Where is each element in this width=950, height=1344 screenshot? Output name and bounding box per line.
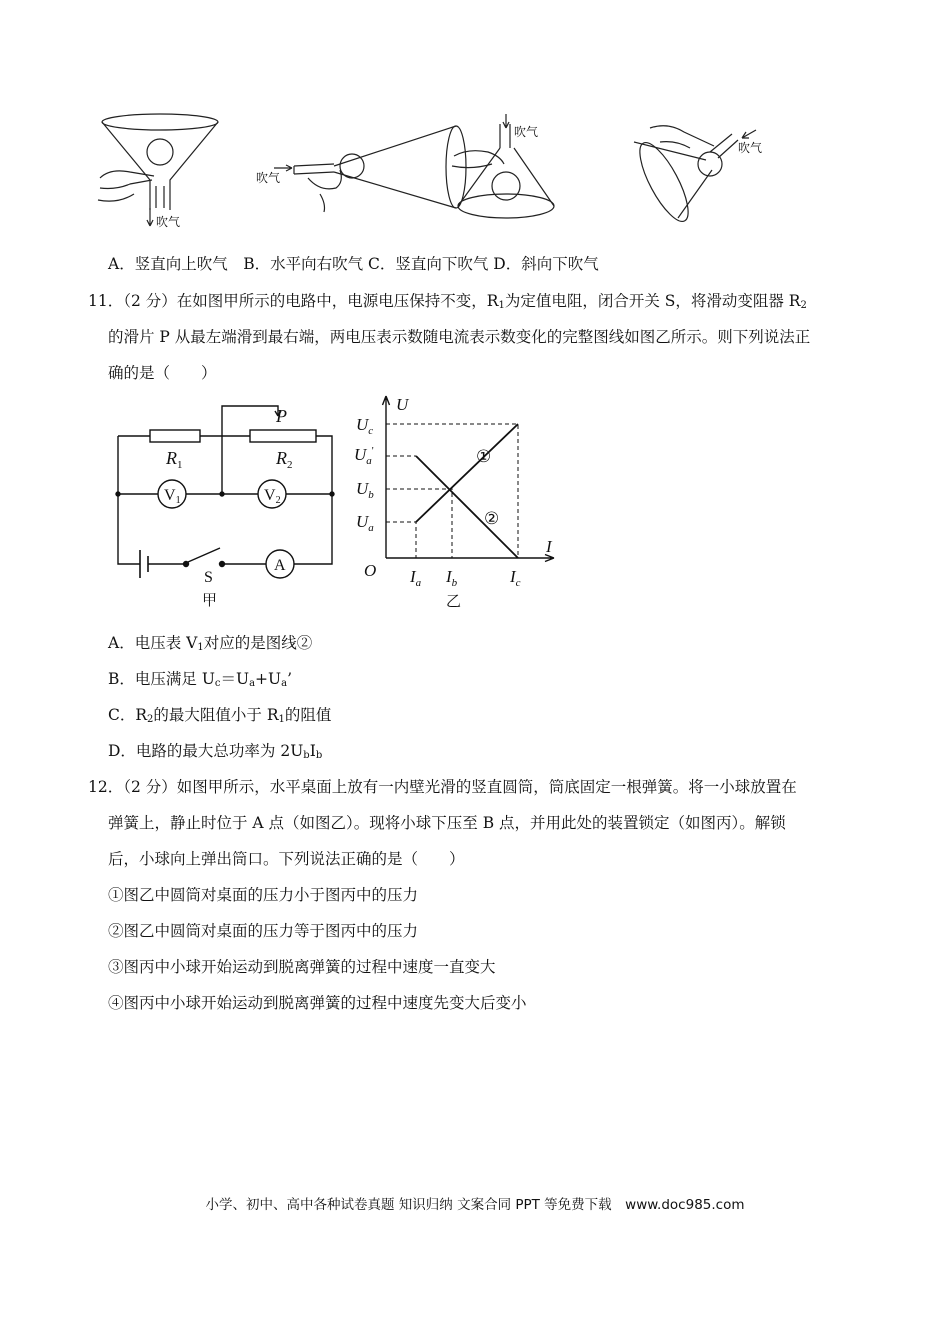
q12-stem-line1: 12．（2 分）如图甲所示，水平桌面上放有一内壁光滑的竖直圆筒，筒底固定一根弹簧。将一小球放置在 bbox=[88, 778, 797, 796]
x-axis-label: I bbox=[546, 537, 552, 556]
line-2-marker: ② bbox=[484, 509, 500, 528]
resistor-r1 bbox=[150, 430, 200, 442]
funnel-figure-b bbox=[274, 126, 466, 212]
switch-label: S bbox=[204, 569, 213, 586]
ib-label: $I_b$ bbox=[446, 567, 458, 589]
q10-options: A．竖直向上吹气 B．水平向右吹气 C．竖直向下吹气 D．斜向下吹气 bbox=[108, 255, 599, 273]
q11-stem-line2: 的滑片 P 从最左端滑到最右端，两电压表示数随电流表示数变化的完整图线如图乙所示。则下列说法正 bbox=[108, 328, 811, 346]
funnel-figure-c bbox=[452, 114, 554, 218]
origin-label: O bbox=[364, 561, 377, 580]
q11-option-a: A．电压表 $V_1$对应的是图线② bbox=[108, 634, 313, 653]
blow-label-d: 吹气 bbox=[737, 141, 762, 155]
page-footer: 小学、初中、高中各种试卷真题 知识归纳 文案合同 PPT 等免费下载 www.doc985.com bbox=[205, 1197, 745, 1213]
ua-prime-label: $U_a'$ bbox=[354, 445, 374, 467]
y-axis-label: U bbox=[396, 395, 409, 414]
ua-label: $U_a$ bbox=[356, 512, 374, 534]
resistor-r2 bbox=[250, 430, 316, 442]
ic-label: $I_c$ bbox=[510, 567, 521, 589]
line-1-marker: ① bbox=[476, 447, 492, 466]
q12-stem-line2: 弹簧上，静止时位于 A 点（如图乙）。现将小球下压至 B 点，并用此处的装置锁定（如图丙）。解锁 bbox=[108, 814, 786, 832]
slider-p-label: P bbox=[276, 406, 287, 426]
q11-option-c: C．$R_2$的最大阻值小于 $R_1$的阻值 bbox=[108, 706, 332, 725]
q12-statement-3: ③图丙中小球开始运动到脱离弹簧的过程中速度一直变大 bbox=[108, 958, 496, 976]
r2-label: $R_2$ bbox=[276, 448, 293, 471]
funnel-illustrations bbox=[90, 108, 770, 236]
q12-stem-line3: 后，小球向上弹出筒口。下列说法正确的是（ ） bbox=[108, 850, 465, 868]
v1-label: V1 bbox=[164, 487, 181, 506]
circuit-caption: 甲 bbox=[202, 593, 218, 609]
u-i-graph bbox=[350, 392, 570, 614]
r1-label: $R_1$ bbox=[166, 448, 183, 471]
circuit-diagram bbox=[110, 402, 350, 612]
q12-statement-2: ②图乙中圆筒对桌面的压力等于图丙中的压力 bbox=[108, 922, 419, 940]
q11-stem-line1: 11．（2 分）在如图甲所示的电路中，电源电压保持不变，$R_1$为定值电阻，闭合开关 S，将滑动变阻器 $R_2$ bbox=[88, 292, 807, 311]
q11-number: 11． bbox=[88, 292, 124, 310]
uc-label: $U_c$ bbox=[356, 415, 374, 437]
ammeter-label: A bbox=[274, 557, 286, 574]
ia-label: $I_a$ bbox=[410, 567, 422, 589]
funnel-figure-a bbox=[98, 114, 218, 226]
graph-caption: 乙 bbox=[446, 594, 462, 610]
v2-label: V2 bbox=[264, 487, 281, 506]
q12-statement-1: ①图乙中圆筒对桌面的压力小于图丙中的压力 bbox=[108, 886, 419, 904]
ub-label: $U_b$ bbox=[356, 479, 374, 501]
blow-label-c: 吹气 bbox=[514, 125, 539, 139]
blow-label-b: 吹气 bbox=[256, 171, 281, 185]
q12-statement-4: ④图丙中小球开始运动到脱离弹簧的过程中速度先变大后变小 bbox=[108, 994, 527, 1012]
q11-option-b: B．电压满足 $U_c=U_a+U_a$’ bbox=[108, 670, 293, 689]
q11-option-d: D．电路的最大总功率为 $2U_bI_b$ bbox=[108, 742, 323, 761]
q11-stem-line3: 确的是（ ） bbox=[108, 364, 217, 382]
blow-label-a: 吹气 bbox=[156, 215, 181, 229]
